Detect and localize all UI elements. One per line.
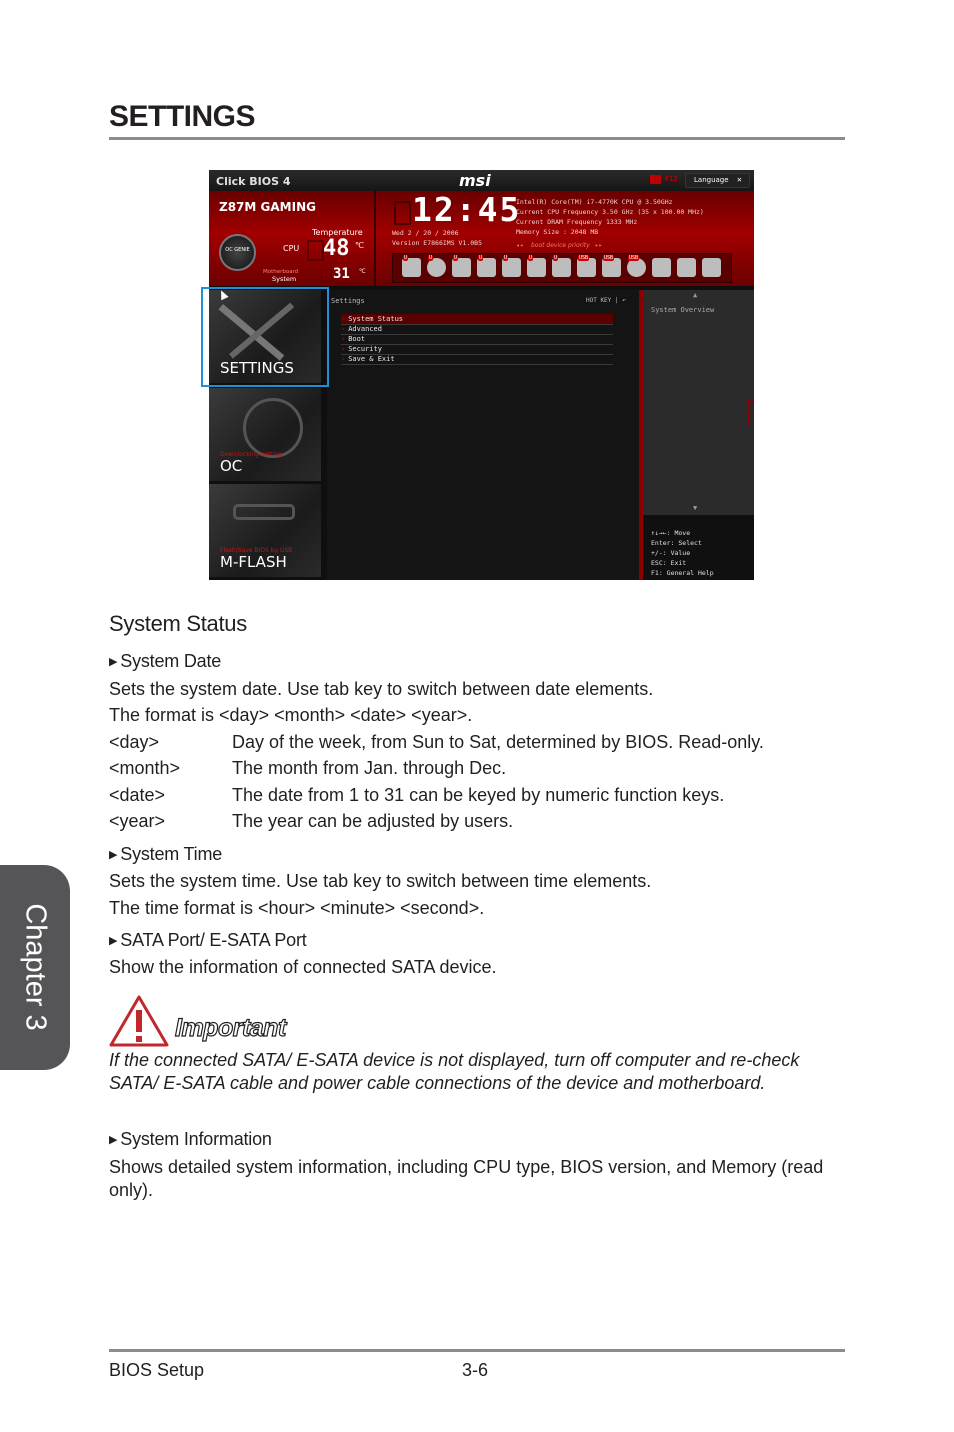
cpu-info-4: Memory Size : 2048 MB xyxy=(516,228,599,236)
term-definition: The date from 1 to 31 can be keyed by numeric function keys. xyxy=(232,785,725,805)
boot-device-badge: U xyxy=(554,255,558,261)
sys-temp-blank-digit xyxy=(321,269,332,282)
boot-device-badge: U xyxy=(429,255,433,261)
term: <date> xyxy=(109,785,166,805)
menu-item-label: Save & Exit xyxy=(348,355,395,363)
item-title-system-date xyxy=(109,651,221,672)
cpu-temp-blank-digit xyxy=(307,240,324,261)
paragraph: Shows detailed system information, including CPU type, BIOS version, and Memory (read only). xyxy=(109,1157,824,1200)
triangle-bullet-icon: ▶ xyxy=(109,935,118,947)
overview-title: System Overview xyxy=(651,306,715,314)
boot-priority-label: boot device priority xyxy=(531,242,590,249)
boot-device-badge: U xyxy=(529,255,533,261)
settings-menu-panel xyxy=(327,290,639,580)
menu-item-label: Security xyxy=(348,345,382,353)
temperature-label: Temperature xyxy=(312,228,363,237)
scroll-up-icon[interactable]: ▲ xyxy=(693,291,698,299)
help-line: ↑↓→←: Move xyxy=(651,529,691,537)
version-line: Version E7866IMS V1.0B5 xyxy=(392,239,483,247)
hotkey-label[interactable]: HOT KEY | ↶ xyxy=(586,297,626,304)
cpu-temp-unit: ℃ xyxy=(355,241,364,250)
important-title: Important xyxy=(175,1014,286,1042)
warning-icon xyxy=(108,994,170,1048)
boot-device-icon[interactable] xyxy=(602,255,621,277)
tile-oc-label: OC xyxy=(220,457,243,475)
term: <year> xyxy=(109,811,166,831)
term: <day> xyxy=(109,732,160,752)
boot-device-icon[interactable] xyxy=(527,255,546,277)
help-line: Enter: Select xyxy=(651,539,702,547)
tile-mflash[interactable] xyxy=(209,484,321,577)
term: <month> xyxy=(109,758,181,778)
item-title-text: System Time xyxy=(120,844,223,864)
cpu-info-3: Current DRAM Frequency 1333 MHz xyxy=(516,218,638,226)
chapter-tab-label: Chapter 3 xyxy=(19,903,52,1031)
tile-settings-label: SETTINGS xyxy=(220,359,294,377)
triangle-bullet-icon: ▶ xyxy=(109,1134,118,1146)
paragraph: Sets the system date. Use tab key to switch between date elements. xyxy=(109,679,654,699)
screenshot-icon[interactable] xyxy=(650,175,661,184)
item-title-sata-port xyxy=(109,930,307,951)
boot-left-arrow[interactable]: ◂◂ xyxy=(516,242,524,249)
menu-item-system-status[interactable]: › System Status xyxy=(341,314,613,325)
section-title: System Status xyxy=(109,611,247,636)
boot-right-arrow[interactable]: ▸▸ xyxy=(595,242,603,249)
term-definition: The month from Jan. through Dec. xyxy=(232,758,507,778)
language-label: Language xyxy=(694,176,729,184)
usb-icon xyxy=(233,504,295,520)
boot-device-icon[interactable] xyxy=(477,255,496,277)
clock-blank-digit xyxy=(394,201,411,225)
title-rule xyxy=(109,137,845,140)
item-title-text: SATA Port/ E-SATA Port xyxy=(120,930,307,950)
tile-mflash-sub: Flash/Save BIOS by USB xyxy=(220,547,293,554)
cpu-label: CPU xyxy=(283,244,300,253)
paragraph: The time format is <hour> <minute> <second>. xyxy=(109,898,485,918)
menu-item-advanced[interactable]: › Advanced xyxy=(341,324,613,335)
boot-device-icon[interactable] xyxy=(452,255,471,277)
system-label: System xyxy=(272,275,297,283)
cpu-info-2: Current CPU Frequency 3.50 GHz (35 x 100.00 MHz) xyxy=(516,208,704,216)
system-overview-panel xyxy=(643,290,754,515)
menu-item-label: Boot xyxy=(348,335,366,343)
settings-header: Settings xyxy=(331,297,365,305)
oc-genie-knob[interactable] xyxy=(219,234,256,271)
menu-item-boot[interactable]: › Boot xyxy=(341,334,613,345)
menu-item-save-exit[interactable]: › Save & Exit xyxy=(341,354,613,365)
sys-temp-unit: ℃ xyxy=(359,268,366,275)
boot-device-icon[interactable] xyxy=(652,258,671,277)
boot-device-badge: USB xyxy=(604,255,614,261)
menu-item-label: System Status xyxy=(348,315,404,323)
tile-mflash-label: M-FLASH xyxy=(220,553,287,571)
help-line: ESC: Exit xyxy=(651,559,687,567)
item-title-system-information xyxy=(109,1129,272,1150)
menu-item-label: Advanced xyxy=(348,325,382,333)
boot-device-icon[interactable] xyxy=(677,258,696,277)
board-name: Z87M GAMING xyxy=(219,200,316,214)
boot-device-strip xyxy=(392,253,732,283)
scroll-down-icon[interactable]: ▼ xyxy=(693,504,698,512)
bios-brand: Click BIOS 4 xyxy=(216,175,291,188)
boot-device-badge: USB xyxy=(579,255,589,261)
boot-device-icon[interactable] xyxy=(627,255,646,277)
date-line: Wed 2 / 20 / 2006 xyxy=(392,229,459,237)
footer-left: BIOS Setup xyxy=(109,1360,205,1380)
f12-label: F12 xyxy=(665,175,678,183)
scrollbar-thumb[interactable] xyxy=(748,400,754,426)
boot-device-badge: U xyxy=(479,255,483,261)
boot-device-badge: U xyxy=(454,255,458,261)
boot-device-icon[interactable] xyxy=(402,255,421,277)
highlight-box xyxy=(201,287,329,387)
footer-rule xyxy=(109,1349,845,1352)
sys-temp: 31 xyxy=(333,266,350,282)
triangle-bullet-icon: ▶ xyxy=(109,656,118,668)
oc-genie-label: OC GENIE xyxy=(225,247,250,253)
paragraph: The format is <day> <month> <date> <year>. xyxy=(109,705,473,725)
boot-device-badge: USB xyxy=(629,255,639,261)
help-line: +/-: Value xyxy=(651,549,691,557)
boot-device-badge: U xyxy=(404,255,408,261)
help-panel xyxy=(643,524,754,580)
header-divider xyxy=(374,191,376,286)
cpu-info-1: Intel(R) Core(TM) i7-4770K CPU @ 3.50GHz xyxy=(516,198,673,206)
motherboard-label: Motherboard xyxy=(263,269,299,275)
paragraph: Sets the system time. Use tab key to switch between time elements. xyxy=(109,871,652,891)
cpu-temp: 48 xyxy=(323,236,350,261)
paragraph: Show the information of connected SATA device. xyxy=(109,957,497,977)
menu-item-security[interactable]: › Security xyxy=(341,344,613,355)
boot-device-icon[interactable] xyxy=(702,258,721,277)
boot-device-icon[interactable] xyxy=(552,255,571,277)
gauge-icon xyxy=(243,398,303,458)
close-icon[interactable]: ✕ xyxy=(737,175,742,184)
item-title-system-time xyxy=(109,844,222,865)
help-line: F1: General Help xyxy=(651,569,714,577)
page-number: 3-6 xyxy=(462,1360,489,1380)
triangle-bullet-icon: ▶ xyxy=(109,849,118,861)
tile-oc-sub: Overclocking setting xyxy=(220,451,282,458)
item-title-text: System Information xyxy=(120,1129,272,1149)
boot-device-badge: U xyxy=(504,255,508,261)
page-title: SETTINGS xyxy=(109,100,256,133)
term-definition: Day of the week, from Sun to Sat, determined by BIOS. Read-only. xyxy=(232,732,764,752)
item-title-text: System Date xyxy=(120,651,222,671)
boot-device-icon[interactable] xyxy=(577,255,596,277)
term-definition: The year can be adjusted by users. xyxy=(232,811,514,831)
tile-oc[interactable] xyxy=(209,388,321,481)
msi-logo: msi xyxy=(459,171,491,190)
important-text: If the connected SATA/ E-SATA device is not displayed, turn off computer and re-check SATA/ E-SATA cable and power cable connections of the device and motherboard. xyxy=(109,1050,800,1093)
language-button[interactable] xyxy=(685,173,750,188)
boot-device-icon[interactable] xyxy=(502,255,521,277)
clock: 12:45 xyxy=(412,190,522,229)
boot-device-icon[interactable] xyxy=(427,255,446,277)
